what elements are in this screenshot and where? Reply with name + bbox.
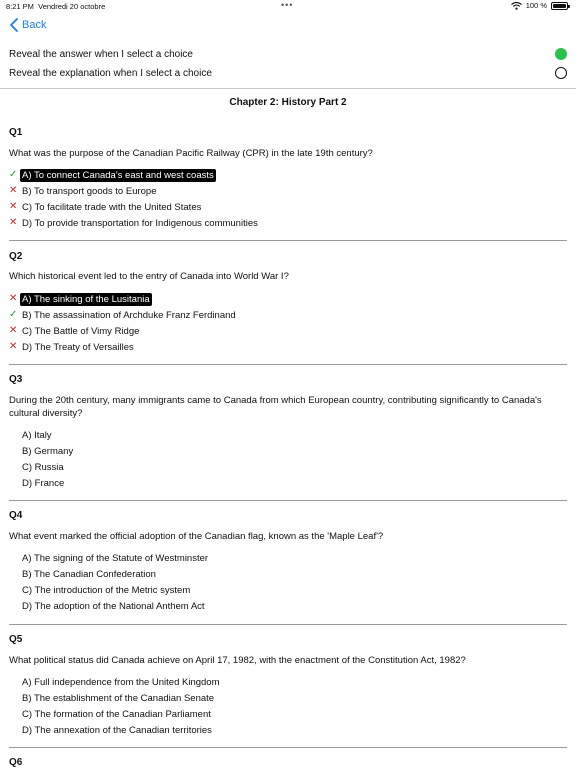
choice-item[interactable]	[9, 476, 66, 490]
choice-item[interactable]	[9, 200, 203, 214]
choice-item[interactable]	[9, 599, 207, 613]
choice-item[interactable]	[9, 168, 216, 182]
choice-item[interactable]	[9, 460, 66, 474]
cross-icon: ✕	[9, 217, 18, 228]
question-label: Q2	[9, 251, 23, 262]
question-separator	[9, 240, 567, 241]
battery-percent: 100 %	[525, 1, 547, 10]
question-separator	[9, 624, 567, 625]
cross-icon: ✕	[9, 341, 18, 352]
chevron-left-icon	[8, 17, 22, 33]
status-bar	[0, 0, 576, 14]
choice-text: A) Italy	[22, 429, 52, 441]
choice-item[interactable]	[9, 583, 192, 597]
cross-icon: ✕	[9, 201, 18, 212]
choice-item[interactable]	[9, 216, 260, 230]
cross-icon: ✕	[9, 293, 18, 304]
reveal-explanation-toggle[interactable]	[555, 67, 567, 79]
question-text: What political status did Canada achieve on April 17, 1982, with the enactment of the Constitution Act, 1982?	[9, 655, 466, 666]
reveal-answer-label: Reveal the answer when I select a choice	[9, 48, 193, 60]
question-label: Q1	[9, 127, 23, 138]
choice-text: B) The establishment of the Canadian Senate	[22, 692, 215, 704]
question-label: Q5	[9, 634, 23, 645]
choice-item[interactable]	[9, 567, 158, 581]
checkmark-icon: ✓	[9, 309, 18, 320]
battery-icon	[551, 2, 568, 10]
choice-text: D) France	[22, 477, 65, 489]
choice-item[interactable]	[9, 184, 159, 198]
choice-item[interactable]	[9, 444, 75, 458]
choice-item[interactable]	[9, 675, 222, 689]
date-text: Vendredi 20 octobre	[38, 2, 106, 11]
choice-text: C) The Battle of Vimy Ridge	[22, 325, 140, 337]
question-label: Q3	[9, 374, 23, 385]
reveal-answer-row[interactable]	[9, 47, 567, 61]
choice-text: D) The Treaty of Versailles	[22, 341, 134, 353]
question-label: Q4	[9, 510, 23, 521]
time-text: 8:21 PM	[6, 2, 34, 11]
checkmark-icon: ✓	[9, 169, 18, 180]
back-button[interactable]	[8, 17, 46, 33]
status-time	[6, 2, 105, 11]
choice-text: D) The adoption of the National Anthem Act	[22, 600, 205, 612]
choice-text: C) Russia	[22, 461, 64, 473]
question-text: Which historical event led to the entry of Canada into World War I?	[9, 271, 289, 282]
choice-text: B) Germany	[22, 445, 74, 457]
choice-item[interactable]	[9, 340, 136, 354]
choice-item[interactable]	[9, 428, 54, 442]
question-separator	[9, 364, 567, 365]
status-right	[511, 1, 568, 10]
choice-text: A) Full independence from the United Kingdom	[22, 676, 220, 688]
choice-text: B) The assassination of Archduke Franz Ferdinand	[22, 309, 236, 321]
question-label: Q6	[9, 757, 23, 768]
choice-text: C) To facilitate trade with the United States	[22, 201, 202, 213]
cross-icon: ✕	[9, 185, 18, 196]
choice-text: A) To connect Canada's east and west coasts	[22, 169, 214, 181]
choice-item[interactable]	[9, 691, 216, 705]
back-label: Back	[22, 19, 47, 31]
choice-text: C) The introduction of the Metric system	[22, 584, 191, 596]
header-divider	[0, 88, 576, 89]
choice-text: B) To transport goods to Europe	[22, 185, 157, 197]
choice-item[interactable]	[9, 723, 214, 737]
choice-text: B) The Canadian Confederation	[22, 568, 156, 580]
choice-item[interactable]	[9, 324, 141, 338]
choice-text: D) The annexation of the Canadian territories	[22, 724, 212, 736]
question-separator	[9, 747, 567, 748]
choice-item[interactable]	[9, 551, 210, 565]
choice-item[interactable]	[9, 707, 213, 721]
cross-icon: ✕	[9, 325, 18, 336]
multitasking-dots-icon[interactable]: •••	[281, 0, 294, 10]
choice-text: D) To provide transportation for Indigenous communities	[22, 217, 258, 229]
question-separator	[9, 500, 567, 501]
choice-text: A) The sinking of the Lusitania	[22, 293, 150, 305]
reveal-answer-toggle[interactable]	[555, 48, 567, 60]
reveal-explanation-label: Reveal the explanation when I select a choice	[9, 67, 212, 79]
choice-text: A) The signing of the Statute of Westminster	[22, 552, 209, 564]
chapter-title: Chapter 2: History Part 2	[229, 97, 347, 108]
reveal-explanation-row[interactable]	[9, 66, 567, 80]
choice-text: C) The formation of the Canadian Parliament	[22, 708, 211, 720]
choice-item[interactable]	[9, 292, 152, 306]
question-text: What was the purpose of the Canadian Pacific Railway (CPR) in the late 19th century?	[9, 148, 373, 159]
question-text: What event marked the official adoption of the Canadian flag, known as the 'Maple Leaf'?	[9, 531, 384, 542]
question-text: During the 20th century, many immigrants came to Canada from which European country, contributing significantly to Canada's cultural diversity?	[9, 395, 542, 419]
choice-item[interactable]	[9, 308, 238, 322]
wifi-icon	[511, 2, 522, 10]
